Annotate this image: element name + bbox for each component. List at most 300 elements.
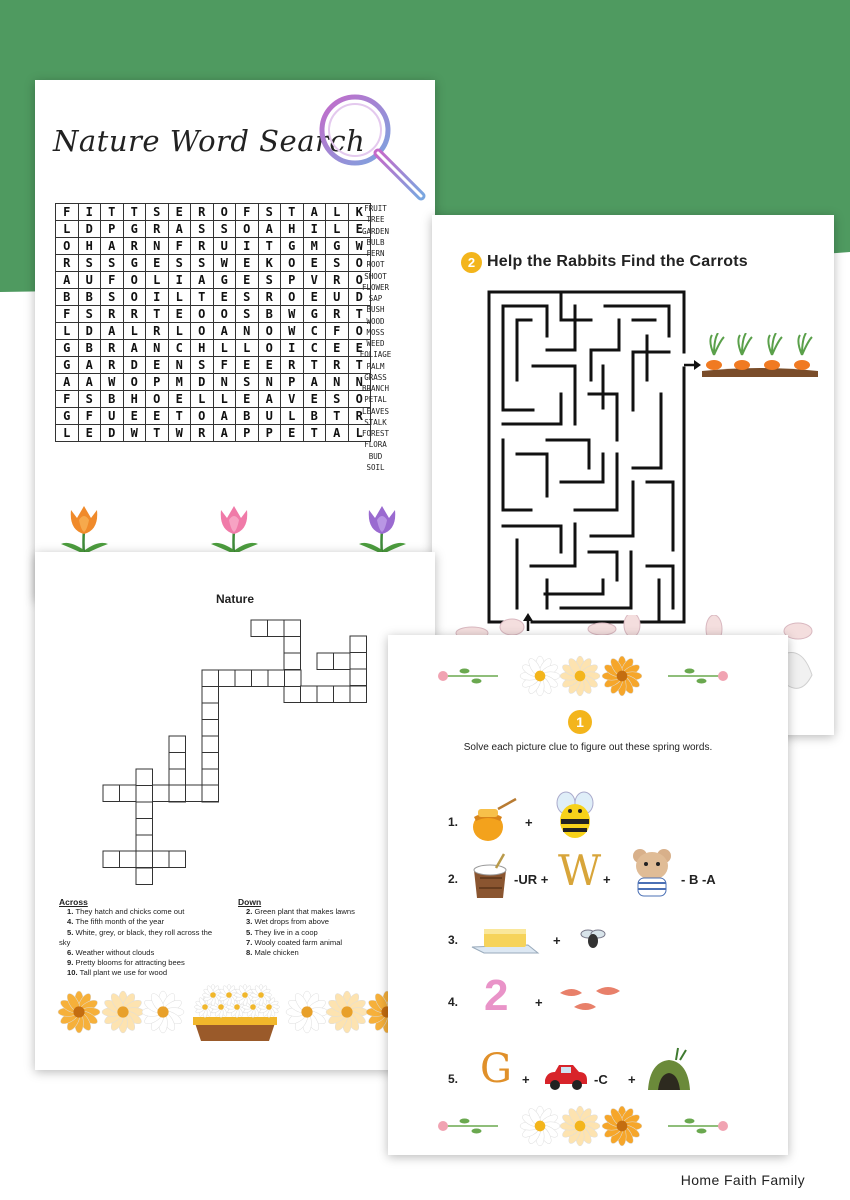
grid-cell: O: [123, 374, 146, 391]
clue-text: Wooly coated farm animal: [254, 937, 343, 947]
grid-cell: P: [281, 272, 304, 289]
crossword-cell: [350, 636, 367, 653]
grid-cell: A: [303, 204, 326, 221]
crossword-cell: [136, 786, 153, 803]
grid-cell: L: [168, 289, 191, 306]
grid-cell: E: [146, 357, 169, 374]
crossword-cell: [251, 620, 268, 637]
grid-cell: G: [303, 306, 326, 323]
word-list-item: FRUIT: [364, 204, 387, 213]
fly-icon: [580, 927, 606, 949]
grid-cell: H: [191, 340, 214, 357]
grid-cell: B: [303, 408, 326, 425]
grid-cell: A: [101, 323, 124, 340]
grid-cell: T: [146, 425, 169, 442]
crossword-cell: [202, 753, 219, 770]
grid-cell: A: [258, 391, 281, 408]
grid-cell: E: [236, 391, 259, 408]
crossword-cell: [350, 669, 367, 686]
grid-cell: T: [303, 425, 326, 442]
grid-cell: G: [56, 408, 79, 425]
crossword-grid: [35, 552, 435, 892]
grid-cell: R: [281, 357, 304, 374]
grid-cell: G: [56, 357, 79, 374]
grid-cell: E: [236, 357, 259, 374]
grid-row: [56, 306, 371, 323]
grid-cell: R: [101, 357, 124, 374]
word-list-item: FLORA: [364, 440, 387, 450]
clue-number: 3.: [246, 917, 255, 927]
word-list-item: BUD: [368, 451, 383, 461]
word-list-item: SHOOT: [364, 271, 387, 281]
daisy-icon: [326, 991, 368, 1033]
grid-cell: A: [123, 340, 146, 357]
grid-cell: S: [191, 357, 214, 374]
grid-row: [56, 408, 371, 425]
word-list: [353, 203, 398, 473]
picture-clues-number-badge: 1: [568, 710, 592, 734]
grid-cell: L: [56, 323, 79, 340]
grid-cell: A: [78, 374, 101, 391]
grid-cell: P: [101, 221, 124, 238]
car-icon: [543, 1062, 589, 1092]
grid-cell: W: [348, 238, 371, 255]
grid-cell: S: [326, 391, 349, 408]
maze-diagram: [487, 290, 687, 625]
grid-cell: G: [123, 221, 146, 238]
grid-cell: B: [78, 289, 101, 306]
grid-cell: O: [281, 255, 304, 272]
daisy-icon: [286, 991, 328, 1033]
clue-text: Pretty blooms for attracting bees: [75, 958, 185, 968]
crossword-cell: [136, 802, 153, 819]
grid-cell: F: [78, 408, 101, 425]
tulip-pink-icon: [207, 500, 262, 555]
grid-cell: L: [281, 408, 304, 425]
word-list-item: PETAL: [364, 395, 387, 405]
grid-cell: F: [213, 357, 236, 374]
word-list-item: FLOWER: [361, 282, 390, 292]
grid-cell: H: [281, 221, 304, 238]
grid-cell: L: [56, 425, 79, 442]
grid-cell: N: [326, 374, 349, 391]
grid-cell: A: [56, 272, 79, 289]
grid-cell: E: [303, 289, 326, 306]
grid-cell: T: [281, 204, 304, 221]
grid-cell: G: [123, 255, 146, 272]
grid-cell: I: [236, 238, 259, 255]
grid-row: [56, 255, 371, 272]
grid-cell: T: [348, 306, 371, 323]
crossword-cell: [202, 720, 219, 737]
grid-row: [56, 238, 371, 255]
grid-cell: O: [191, 323, 214, 340]
crossword-cell: [285, 670, 302, 687]
clue-number: 9.: [67, 958, 76, 968]
grid-cell: N: [146, 238, 169, 255]
word-list-item: GARDEN: [361, 226, 390, 236]
crossword-cell: [268, 620, 285, 637]
butter-icon: [470, 921, 540, 955]
daisy-icon: [520, 1106, 560, 1146]
crossword-cell: [268, 670, 285, 687]
crossword-cell: [169, 736, 186, 753]
clue-number: 1.: [67, 907, 76, 917]
grid-cell: N: [348, 374, 371, 391]
grid-cell: H: [123, 391, 146, 408]
grid-cell: T: [191, 289, 214, 306]
word-list-item: MOSS: [366, 327, 385, 337]
clue-text: Green plant that makes lawns: [254, 907, 355, 917]
grid-cell: S: [191, 221, 214, 238]
word-list-item: FERN: [366, 249, 385, 258]
grid-cell: D: [78, 323, 101, 340]
grid-cell: E: [326, 340, 349, 357]
grid-cell: I: [281, 340, 304, 357]
grid-cell: B: [101, 391, 124, 408]
grid-cell: R: [101, 306, 124, 323]
grid-cell: U: [326, 289, 349, 306]
grid-cell: S: [326, 255, 349, 272]
crossword-cell: [169, 785, 186, 802]
crossword-cell: [120, 785, 137, 802]
grid-cell: D: [123, 357, 146, 374]
grid-cell: S: [213, 221, 236, 238]
word-list-item: BRANCH: [361, 384, 390, 393]
clue-text: Weather without clouds: [75, 948, 155, 958]
crossword-cell: [284, 686, 301, 703]
grid-cell: R: [258, 289, 281, 306]
grid-cell: A: [213, 408, 236, 425]
grid-cell: U: [258, 408, 281, 425]
daisy-icon: [520, 656, 560, 696]
grid-cell: E: [146, 408, 169, 425]
grid-cell: O: [348, 255, 371, 272]
clue-item: [59, 958, 269, 968]
tulip-orange-icon: [57, 500, 112, 555]
crossword-cell: [284, 653, 301, 670]
grid-cell: B: [78, 340, 101, 357]
grid-cell: S: [236, 374, 259, 391]
grid-cell: I: [78, 204, 101, 221]
grid-cell: O: [348, 272, 371, 289]
crossword-cell: [284, 637, 301, 654]
picture-clues-page: [388, 635, 788, 1155]
crossword-cell: [317, 686, 334, 703]
crossword-cell: [169, 769, 186, 786]
daisy-icon: [560, 1106, 600, 1146]
flower-basket-icon: [193, 1017, 277, 1041]
crossword-cell: [136, 819, 153, 836]
crossword-cell: [103, 785, 120, 802]
crossword-cell: [334, 686, 351, 703]
daisy-icon: [602, 656, 642, 696]
grid-cell: O: [123, 289, 146, 306]
grid-row: [56, 221, 371, 238]
grid-cell: F: [168, 238, 191, 255]
grid-row: [56, 357, 371, 374]
grid-cell: U: [213, 238, 236, 255]
grid-cell: A: [56, 374, 79, 391]
grid-cell: A: [78, 357, 101, 374]
crossword-cell: [202, 670, 219, 687]
grid-cell: O: [348, 323, 371, 340]
clue-number: 8.: [246, 948, 255, 958]
crossword-cell: [301, 686, 318, 703]
clue-row-3: 3. +: [388, 921, 788, 961]
word-list-item: FOLIAGE: [359, 350, 392, 360]
grid-cell: T: [101, 204, 124, 221]
grid-cell: M: [303, 238, 326, 255]
footer-brand: Home Faith Family: [680, 1172, 805, 1188]
grid-cell: R: [56, 255, 79, 272]
den-icon: [646, 1046, 692, 1092]
clue-text: Tall plant we use for wood: [79, 968, 168, 978]
grid-cell: I: [303, 221, 326, 238]
grid-cell: E: [281, 425, 304, 442]
word-list-item: TREE: [366, 215, 385, 225]
grid-cell: T: [348, 357, 371, 374]
grid-cell: P: [281, 374, 304, 391]
grid-cell: T: [168, 408, 191, 425]
grid-cell: O: [213, 306, 236, 323]
crossword-cell: [136, 851, 153, 868]
crossword-cell: [186, 785, 203, 802]
grid-cell: R: [146, 221, 169, 238]
clue-text: They hatch and chicks come out: [75, 907, 185, 917]
grid-cell: E: [348, 221, 371, 238]
grid-cell: E: [258, 357, 281, 374]
crossword-cell: [202, 687, 219, 704]
grid-cell: E: [78, 425, 101, 442]
grid-cell: L: [123, 323, 146, 340]
grid-cell: S: [101, 255, 124, 272]
crossword-cell: [350, 653, 367, 670]
grid-cell: S: [258, 204, 281, 221]
word-search-title: Nature Word Search: [53, 124, 366, 158]
word-list-item: BULB: [366, 237, 385, 247]
grid-cell: O: [258, 323, 281, 340]
grid-cell: E: [168, 391, 191, 408]
word-list-item: WEED: [366, 339, 385, 348]
crossword-cell: [120, 851, 137, 868]
daisy-icon: [560, 656, 600, 696]
grid-cell: K: [348, 204, 371, 221]
crossword-cell: [202, 769, 219, 786]
crossword-cell: [153, 851, 170, 868]
grid-cell: R: [101, 340, 124, 357]
sprig-icon: [668, 1119, 728, 1134]
grid-cell: N: [213, 374, 236, 391]
grid-cell: G: [56, 340, 79, 357]
bee-icon: [550, 783, 600, 843]
grid-cell: A: [168, 221, 191, 238]
clue-row-1: 1. +: [388, 803, 788, 843]
daisy-icon: [602, 1106, 642, 1146]
grid-cell: E: [146, 255, 169, 272]
grid-cell: L: [213, 340, 236, 357]
grid-cell: B: [236, 408, 259, 425]
clue-text: They live in a coop: [254, 927, 318, 937]
daisies-border-icon: [35, 977, 435, 1047]
sprig-icon: [438, 669, 498, 684]
grid-cell: U: [78, 272, 101, 289]
grid-cell: S: [236, 289, 259, 306]
grid-cell: E: [123, 408, 146, 425]
grid-row: [56, 391, 371, 408]
word-list-item: WOOD: [366, 316, 385, 326]
grid-cell: W: [101, 374, 124, 391]
crossword-title: Nature: [215, 592, 254, 606]
carrots-icon: [700, 333, 820, 378]
grid-cell: R: [326, 272, 349, 289]
grid-cell: O: [146, 391, 169, 408]
grid-cell: W: [281, 306, 304, 323]
grid-cell: W: [123, 425, 146, 442]
crossword-cell: [252, 670, 269, 687]
across-heading: Across: [59, 897, 88, 907]
daisy-icon: [58, 991, 100, 1033]
grid-cell: N: [236, 323, 259, 340]
grid-cell: V: [281, 391, 304, 408]
grid-cell: K: [258, 255, 281, 272]
grid-cell: O: [236, 221, 259, 238]
grid-cell: G: [213, 272, 236, 289]
crossword-cell: [284, 620, 301, 637]
grid-cell: R: [191, 238, 214, 255]
grid-cell: L: [213, 391, 236, 408]
grid-cell: O: [213, 204, 236, 221]
grid-cell: D: [101, 425, 124, 442]
grid-cell: O: [191, 408, 214, 425]
grid-row: [56, 374, 371, 391]
crossword-cell: [169, 851, 186, 868]
clue-number: 7.: [246, 937, 255, 947]
clue-text: Wet drops from above: [254, 917, 330, 927]
grid-cell: L: [191, 391, 214, 408]
grid-cell: G: [281, 238, 304, 255]
word-list-item: SOIL: [366, 462, 385, 472]
grid-cell: I: [146, 289, 169, 306]
clue-text: sky: [59, 937, 71, 947]
picture-clues-instruction: Solve each picture clue to figure out these spring words.: [463, 742, 713, 753]
grid-cell: A: [101, 238, 124, 255]
word-list-item: GRASS: [364, 372, 387, 382]
grid-cell: E: [236, 272, 259, 289]
grid-cell: W: [168, 425, 191, 442]
clue-row-5: 5. G + -C +: [388, 1060, 788, 1100]
clue-number: 5.: [67, 927, 76, 937]
grid-cell: N: [146, 340, 169, 357]
grid-cell: A: [213, 323, 236, 340]
grid-cell: A: [191, 272, 214, 289]
grid-cell: B: [258, 306, 281, 323]
word-list-item: BUSH: [366, 305, 385, 315]
grid-cell: I: [168, 272, 191, 289]
grid-cell: H: [78, 238, 101, 255]
grid-cell: F: [56, 306, 79, 323]
crossword-cell: [136, 769, 153, 786]
grid-cell: R: [123, 306, 146, 323]
grid-row: [56, 272, 371, 289]
grid-cell: P: [236, 425, 259, 442]
maze-title: Help the Rabbits Find the Carrots: [487, 253, 748, 270]
grid-cell: L: [236, 340, 259, 357]
grid-cell: D: [191, 374, 214, 391]
crossword-cell: [350, 686, 367, 703]
grid-cell: E: [348, 340, 371, 357]
word-search-page: [35, 80, 435, 600]
word-list-item: LEAVES: [361, 406, 390, 416]
grid-cell: C: [303, 323, 326, 340]
clue-text: White, grey, or black, they roll across the: [75, 927, 213, 937]
grid-cell: S: [191, 255, 214, 272]
grid-cell: S: [78, 255, 101, 272]
clue-number: 4.: [67, 917, 76, 927]
grid-cell: S: [168, 255, 191, 272]
maze-number-badge: 2: [461, 252, 482, 273]
word-list-item: FOREST: [361, 429, 390, 438]
grid-cell: E: [303, 255, 326, 272]
lips-icon: [556, 983, 626, 1017]
grid-cell: M: [168, 374, 191, 391]
grid-cell: F: [56, 204, 79, 221]
magnifying-glass-icon: [315, 90, 430, 205]
grid-cell: V: [303, 272, 326, 289]
grid-cell: O: [191, 306, 214, 323]
grid-cell: S: [236, 306, 259, 323]
grid-cell: S: [101, 289, 124, 306]
grid-cell: W: [281, 323, 304, 340]
letter-g: G: [480, 1046, 512, 1092]
grid-cell: D: [78, 221, 101, 238]
grid-cell: F: [326, 323, 349, 340]
word-list-item: STALK: [364, 417, 387, 427]
grid-cell: L: [168, 323, 191, 340]
grid-cell: L: [146, 272, 169, 289]
honey-pot-icon: [470, 797, 520, 845]
grid-cell: E: [168, 204, 191, 221]
crossword-cell: [169, 753, 186, 770]
grid-cell: E: [303, 391, 326, 408]
grid-cell: T: [326, 408, 349, 425]
grid-cell: R: [326, 357, 349, 374]
down-heading: Down: [238, 897, 262, 907]
clue-number: 5.: [246, 927, 255, 937]
grid-cell: W: [213, 255, 236, 272]
grid-cell: T: [123, 204, 146, 221]
grid-row: [56, 323, 371, 340]
grid-cell: B: [56, 289, 79, 306]
clue-row-2: 2. -UR + W + - B -A: [388, 860, 788, 900]
grid-cell: S: [258, 272, 281, 289]
grid-cell: T: [146, 306, 169, 323]
clue-number: 6.: [67, 948, 76, 958]
crossword-page: [35, 552, 435, 1070]
grid-cell: R: [123, 238, 146, 255]
crossword-cell: [202, 703, 219, 720]
crossword-cell: [334, 653, 351, 670]
grid-cell: T: [303, 357, 326, 374]
grid-cell: G: [326, 238, 349, 255]
grid-cell: S: [146, 204, 169, 221]
crossword-cell: [317, 653, 334, 670]
grid-cell: O: [56, 238, 79, 255]
grid-cell: L: [326, 204, 349, 221]
grid-cell: O: [123, 272, 146, 289]
grid-cell: C: [303, 340, 326, 357]
grid-cell: A: [303, 374, 326, 391]
